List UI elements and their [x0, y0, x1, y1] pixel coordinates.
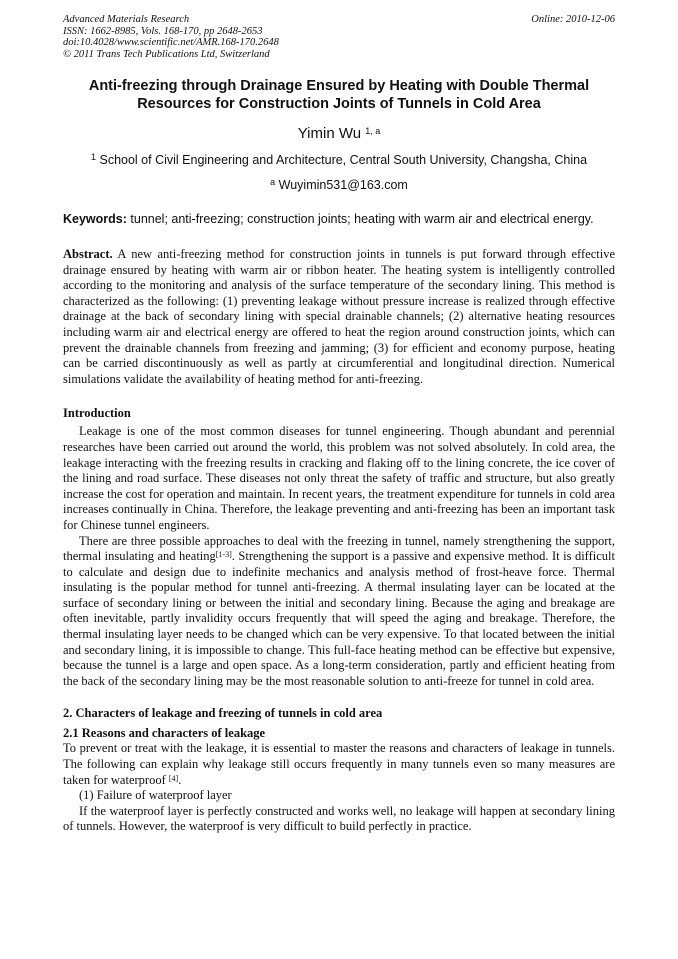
- section-2-heading: 2. Characters of leakage and freezing of tunnels in cold area: [63, 706, 383, 721]
- citation-ref: [4]: [168, 773, 179, 783]
- affiliation-superscript: 1: [90, 152, 96, 162]
- introduction-heading: Introduction: [63, 406, 131, 421]
- list-item-1: (1) Failure of waterproof layer: [79, 788, 232, 803]
- copyright-line: © 2011 Trans Tech Publications Ltd, Switzerland: [63, 48, 270, 60]
- affiliation-text: School of Civil Engineering and Architecture, Central South University, Changsha, China: [99, 153, 588, 167]
- intro-p2-text-b: . Strengthening the support is a passive and expensive method. It is difficult to calculate and design due to indefinite mechanics and analysis method of frost-heave force. Thermal insulating is the popular method for tunnel anti-freezing. A thermal insulating layer can be located at the surface of secondary lining or between the initial and secondary lining. Because the aging and breakage are often inevitable, partly invalidity occurs frequently that will speed the aging and breakage. Therefore, the thermal insulating layer needs to be changed which can be very expensive. To that located between the initial and secondary lining, it is impossible to change. This full-face heating method can be effective but expensive, because the tunnel is a large and open space. As a long-term consideration, partly and efficient heating from the back of the secondary lining may be the most reasonable solution to anti-freeze for tunnel in cold area.: [63, 549, 615, 688]
- abstract-text: A new anti-freezing method for construction joints in tunnels is put forward through effective drainage ensured by heating with warm air or ribbon heater. The heating system is intelligently controlled according to the monitoring and analysis of the surface temperature of the secondary lining. This method is characterized as the following: (1) preventing leakage without pressure increase is realized through effective drainage at the back of secondary lining with special drainable channels; (2) alternative heating resources including warm air and electrical energy are offered to heat the region around construction joints, which can prevent the drainable channels from freezing and jamming; (3) for efficient and economy purpose, heating can be carried discontinuously as well as partly at circumferential and longitudinal direction. Numerical simulations validate the availability of heating method for anti-freezing.: [63, 247, 616, 386]
- intro-p2-text-a: There are three possible approaches to deal with the freezing in tunnel, namely strengthening the support, thermal insulating and heating: [63, 533, 615, 564]
- author-name: Yimin Wu: [297, 125, 362, 142]
- paper-title: Anti-freezing through Drainage Ensured by Heating with Double Thermal Resources for Construction Joints of Tunnels in Cold Area: [88, 78, 590, 112]
- online-date: Online: 2010-12-06: [531, 14, 615, 25]
- section-2-1-heading: 2.1 Reasons and characters of leakage: [63, 726, 266, 741]
- s21-p1-text-a: To prevent or treat with the leakage, it is essential to master the reasons and characters of leakage in tunnels. The following can explain why leakage still occurs frequently in many tunnels even so many measures are taken for waterproof: [63, 741, 615, 787]
- email-line: [63, 178, 615, 193]
- s21-p1-text-b: .: [178, 772, 182, 787]
- section-2-1-paragraph-2: If the waterproof layer is perfectly constructed and works well, no leakage will happen at secondary lining of tunnels. However, the waterproof is very difficult to build perfectly in practice.: [63, 803, 615, 834]
- citation-ref: [1-3]: [215, 550, 232, 560]
- keywords-text: tunnel; anti-freezing; construction joints; heating with warm air and electrical energy.: [130, 212, 594, 226]
- author-superscript: 1, a: [365, 126, 381, 136]
- intro-paragraph-1: Leakage is one of the most common diseases for tunnel engineering. Though abundant and perennial researches have been carried out around the world, this problem was not solved absolutely. In cold area, the leakage interacting with the freezing results in cracking and flaking off to the lining concrete, the ice cover of the lining and road surface. These diseases not only threat the safety of traffic and structure, but also greatly increase the cost for operation and maintain. In recent years, the treatment expenditure for tunnels in cold area increases continually in China. Therefore, the leakage preventing and anti-freezing has been an important task for Chinese tunnel engineers.: [63, 424, 615, 532]
- issn-line: ISSN: 1662-8985, Vols. 168-170, pp 2648-2653: [63, 25, 263, 37]
- doi-line: doi:10.4028/www.scientific.net/AMR.168-170.2648: [63, 37, 279, 48]
- abstract-label: Abstract.: [63, 247, 113, 261]
- keywords: [63, 212, 615, 227]
- email-superscript: a: [270, 177, 276, 187]
- abstract: [63, 247, 615, 387]
- section-2-1-paragraph-1: [63, 741, 615, 788]
- paper-page: [63, 14, 615, 835]
- intro-paragraph-2: [63, 534, 615, 690]
- author-email: Wuyimin531@163.com: [278, 178, 408, 192]
- keywords-label: Keywords:: [63, 212, 127, 226]
- affiliation: [63, 153, 615, 168]
- journal-name: Advanced Materials Research: [63, 14, 190, 25]
- journal-header: [63, 14, 615, 60]
- author-line: [63, 125, 615, 143]
